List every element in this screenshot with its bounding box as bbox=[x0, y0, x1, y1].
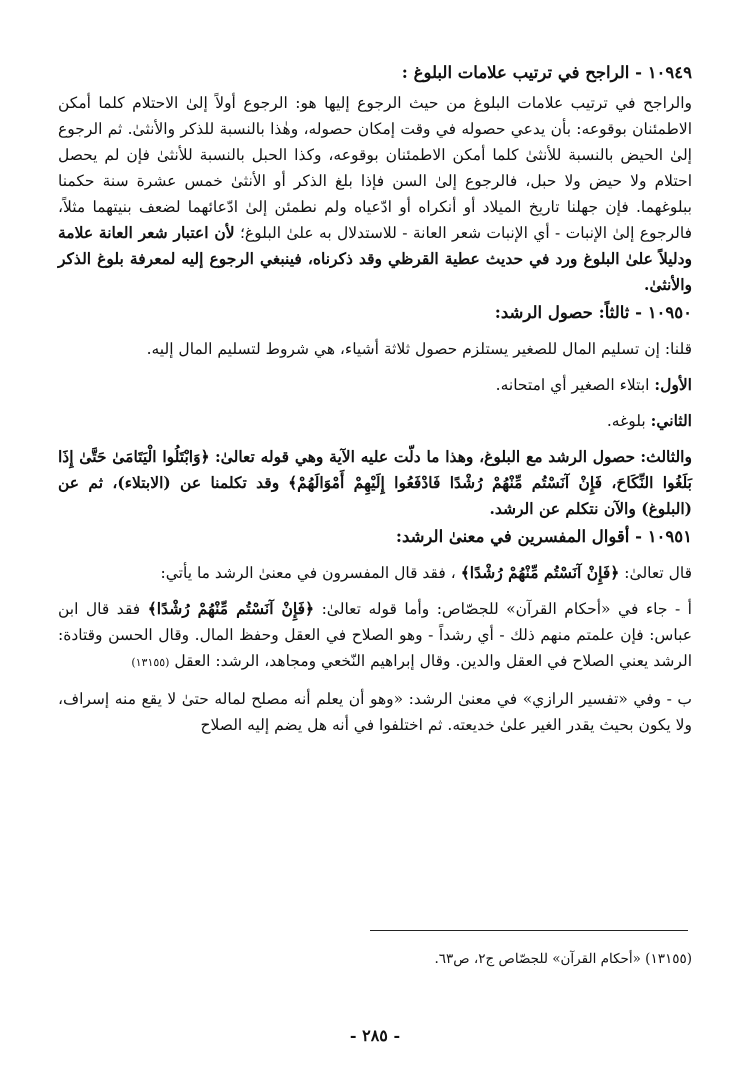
list-item-a-text2: فقد قال ابن عباس: فإن علمتم منهم ذلك - أي رشداً - وهو الصلاح في العقل وحفظ المال. وقال الحسن وقتادة: الرشد يعني الصلاح في العقل والدين. وقال إبراهيم النّخعي ومجاهد، الرشد: العقل bbox=[58, 600, 692, 670]
condition-second-label: الثاني: bbox=[650, 411, 692, 430]
list-item-a-text1: جاء في «أحكام القرآن» للجصّاص: وأما قوله تعالىٰ: bbox=[321, 600, 668, 618]
list-item-a-label: أ - bbox=[674, 600, 692, 618]
quran-verse-third: ﴿وَابْتَلُوا الْيَتَامَىٰ حَتَّىٰ إِذَا بَلَغُوا النِّكَاحَ، فَإِنْ آنَسْتُم مِّنْهُمْ رُشْدًا فَادْفَعُوا إِلَيْهِمْ أَمْوَالَهُمْ﴾ bbox=[58, 447, 692, 492]
list-item-b-text: وفي «تفسير الرازي» في معنىٰ الرشد: «وهو أن يعلم أنه مصلح لماله حتىٰ لا يقع منه إسراف، ولا يكون بحيث يقدر الغير علىٰ خديعته. ثم اختلفوا في أنه هل يضم إليه الصلاح bbox=[58, 690, 692, 734]
paragraph-10949-bold: لأن اعتبار شعر العانة علامة ودليلاً علىٰ البلوغ ورد في حديث عطية القرظي وقد ذكرناه، فينبغي الرجوع إليه لمعرفة بلوغ الذكر والأنثىٰ. bbox=[58, 223, 692, 294]
footnote-ref-13155: (١٣١٥٥) bbox=[131, 656, 170, 669]
condition-third-tail: وقد تكلمنا عن (الابتلاء)، ثم عن (البلوغ) والآن نتكلم عن الرشد. bbox=[58, 473, 692, 518]
section-heading-10950: ١٠٩٥٠ - ثالثاً: حصول الرشد: bbox=[494, 303, 692, 322]
condition-third-text: حصول الرشد مع البلوغ، وهذا ما دلّت عليه الآية وهي قوله تعالىٰ: bbox=[214, 447, 636, 466]
paragraph-10949-text: والراجح في ترتيب علامات البلوغ من حيث الرجوع إليها هو: الرجوع أولاً إلىٰ الاحتلام كلما أمكن الاطمئنان بوقوعه: بأن يدعي حصوله في وقت إمكان حصوله، وهٰذا بالنسبة للذكر والأنثىٰ. ثم الرجوع إلىٰ الحيض بالنسبة للأنثىٰ كلما أمكن الاطمئنان بوقوعه، وكذا الحبل بالنسبة للأنثىٰ فإن لم يحصل احتلام ولا حيض ولا حبل، فالرجوع إلىٰ السن فإذا بلغ الذكر أو الأنثىٰ خمس عشرة سنة حكمنا ببلوغهما. فإن جهلنا تاريخ الميلاد أو أنكراه أو ادّعياه ولم نطمئن إلىٰ ادّعائهما لضعف بنيتهما مثلاً، فالرجوع إلىٰ الإنبات - أي الإنبات شعر العانة - للاستدلال به علىٰ البلوغ؛ bbox=[58, 94, 692, 242]
list-item-b bbox=[58, 686, 692, 738]
condition-third-label: والثالث: bbox=[640, 447, 692, 466]
quran-verse-10951: ﴿فَإِنْ آنَسْتُم مِّنْهُمْ رُشْدًا﴾ bbox=[460, 563, 620, 582]
list-item-b-label: ب - bbox=[666, 690, 692, 708]
footnote: (١٣١٥٥) «أحكام القرآن» للجصّاص ج٢، ص٦٣. bbox=[434, 951, 692, 967]
page-number: - ٢٨٥ - bbox=[349, 1026, 401, 1045]
section-heading-10949: ١٠٩٤٩ - الراجح في ترتيب علامات البلوغ : bbox=[401, 63, 692, 82]
page-body bbox=[58, 58, 692, 738]
condition-first-label: الأول: bbox=[654, 375, 692, 394]
paragraph-10950-intro: قلنا: إن تسليم المال للصغير يستلزم حصول ثلاثة أشياء، هي شروط لتسليم المال إليه. bbox=[146, 340, 692, 358]
footnote-divider bbox=[370, 930, 688, 931]
condition-first-text: ابتلاء الصغير أي امتحانه. bbox=[495, 376, 650, 394]
condition-second-text: بلوغه. bbox=[606, 412, 646, 430]
condition-first bbox=[58, 372, 692, 398]
paragraph-10949 bbox=[58, 90, 692, 298]
paragraph-10951-intro bbox=[58, 560, 692, 586]
section-heading-10951: ١٠٩٥١ - أقوال المفسرين في معنىٰ الرشد: bbox=[395, 527, 692, 546]
quran-verse-item-a: ﴿فَإِنْ آنَسْتُم مِّنْهُمْ رُشْدًا﴾ bbox=[147, 599, 315, 618]
list-item-a bbox=[58, 596, 692, 676]
paragraph-10951-intro-b: ، فقد قال المفسرون في معنىٰ الرشد ما يأتي: bbox=[160, 564, 456, 582]
paragraph-10951-intro-a: قال تعالىٰ: bbox=[624, 564, 692, 582]
condition-third bbox=[58, 444, 692, 522]
condition-second bbox=[58, 408, 692, 434]
